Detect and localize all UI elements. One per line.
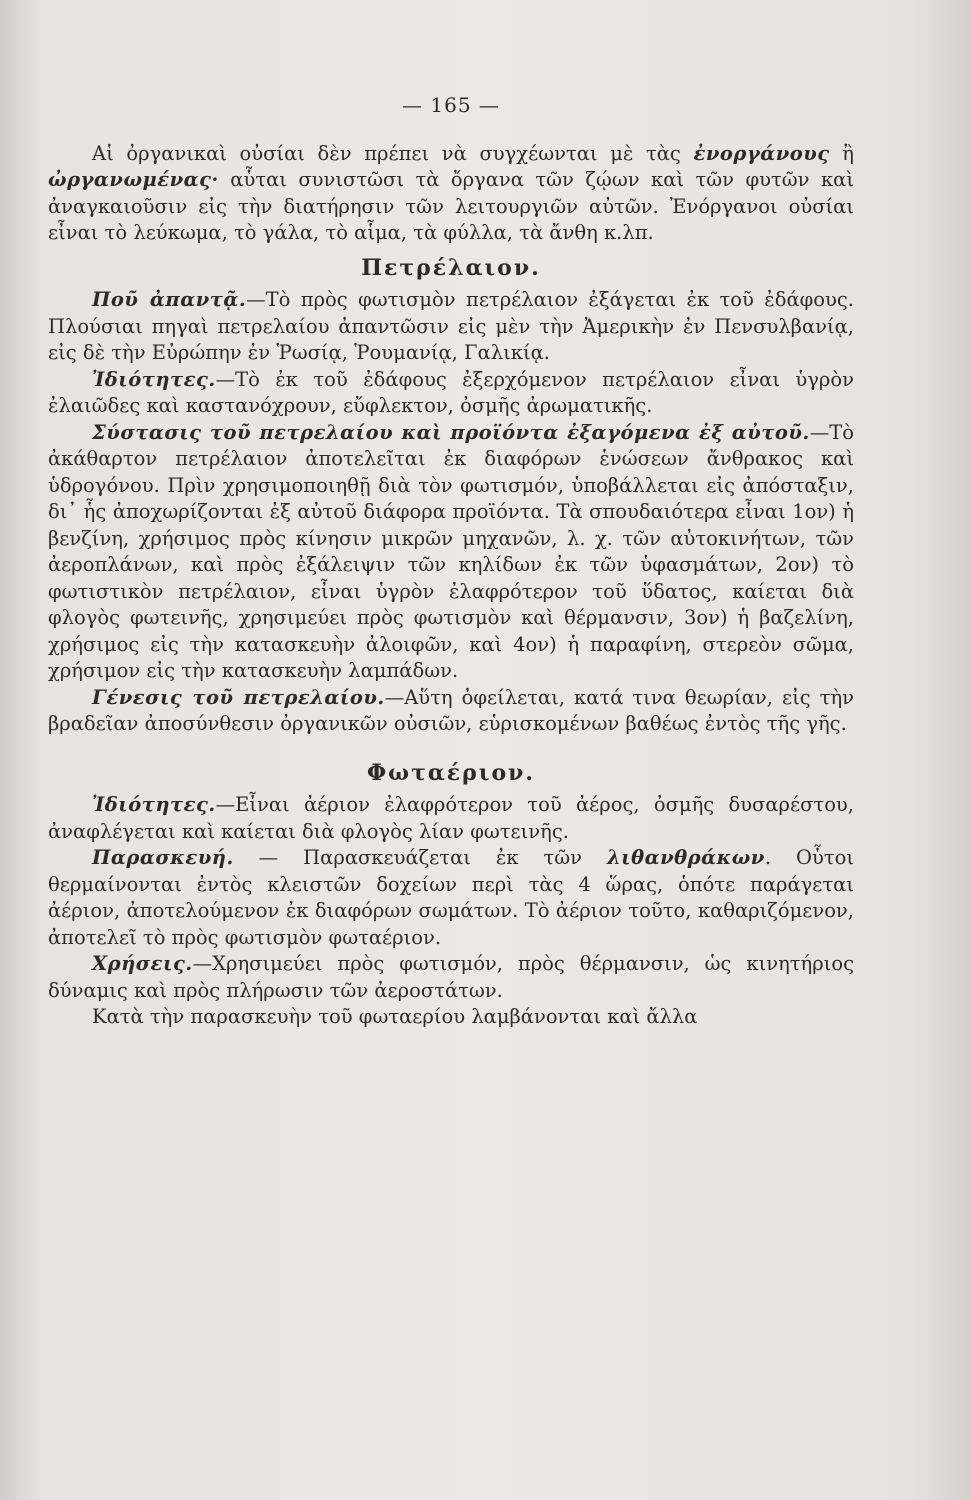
petroleum-origin-heading: Γένεσις τοῦ πετρελαίου.: [92, 685, 385, 709]
petroleum-origin-paragraph: [48, 685, 854, 738]
gas-properties-paragraph: [48, 792, 854, 845]
intro-paragraph: [48, 141, 854, 247]
petroleum-properties-text: —Τὸ ἐκ τοῦ ἐδάφους ἐξερχόμενον πετρέλαιον εἶναι ὑγρὸν ἐλαιῶδες καὶ καστανόχρουν, εὔφλεκτον, ὀσμῆς ἀρωματικῆς.: [48, 367, 854, 417]
gas-uses-paragraph: [48, 951, 854, 1004]
gas-uses-text: —Χρησιμεύει πρὸς φωτισμόν, πρὸς θέρμανσιν, ὡς κινητήριος δύναμις καὶ πρὸς πλήρωσιν τῶν ἀεροστάτων.: [48, 952, 854, 1002]
petroleum-composition-paragraph: [48, 420, 854, 685]
gas-properties-text: —Εἶναι ἀέριον ἐλαφρότερον τοῦ ἀέρος, ὀσμῆς δυσαρέστου, ἀναφλέγεται καὶ καίεται διὰ φλογὸς λίαν φωτεινῆς.: [48, 793, 854, 843]
petroleum-composition-heading: Σύστασις τοῦ πετρελαίου καὶ προϊόντα ἐξαγόμενα ἐξ αὐτοῦ.: [92, 420, 810, 444]
intro-bold-2: ὠργανωμένας·: [48, 168, 219, 191]
petroleum-occurrence-text: —Τὸ πρὸς φωτισμὸν πετρέλαιον ἐξάγεται ἐκ τοῦ ἐδάφους. Πλούσιαι πηγαὶ πετρελαίου ἀπαντῶσιν εἰς μὲν τὴν Ἀμερικὴν ἐν Πενσυλβανίᾳ, εἰς δὲ τὴν Εὐρώπην ἐν Ῥωσίᾳ, Ῥουμανίᾳ, Γαλικίᾳ.: [48, 288, 855, 364]
gas-preparation-text-a: — Παρασκευάζεται ἐκ τῶν: [233, 846, 607, 869]
gas-preparation-heading: Παρασκευή.: [92, 846, 234, 869]
gas-byproducts-paragraph: Κατὰ τὴν παρασκευὴν τοῦ φωταερίου λαμβάνονται καὶ ἄλλα: [92, 1005, 698, 1028]
section-title-petroleum: Πετρέλαιον.: [361, 254, 541, 281]
section-spacer: [48, 738, 854, 752]
gas-preparation-paragraph: [48, 845, 854, 951]
gas-uses-heading: Χρήσεις.: [92, 952, 193, 975]
intro-text-3: αὗται συνιστῶσι τὰ ὄργανα τῶν ζῴων καὶ τῶν φυτῶν καὶ ἀναγκαιοῦσιν εἰς τὴν διατήρησιν τῶν λειτουργιῶν αὐτῶν. Ἐνόργανοι οὐσίαι εἶναι τὸ λεύκωμα, τὸ γάλα, τὸ αἷμα, τὰ φύλλα, τὰ ἄνθη κ.λπ.: [48, 168, 854, 244]
petroleum-occurrence-heading: Ποῦ ἀπαντᾷ.: [92, 288, 247, 311]
petroleum-origin-text: —Αὕτη ὀφείλεται, κατά τινα θεωρίαν, εἰς τὴν βραδεῖαν ἀποσύνθεσιν ὀργανικῶν οὐσιῶν, εὑρισκομένων βαθέως ἐντὸς τῆς γῆς.: [48, 685, 855, 735]
petroleum-properties-heading: Ἰδιότητες.: [92, 367, 216, 391]
gas-preparation-text-b: . Οὗτοι θερμαίνονται ἐντὸς κλειστῶν δοχείων περὶ τὰς 4 ὥρας, ὁπότε παράγεται ἀέριον, ἀποτελούμενον ἐκ διαφόρων σωμάτων. Τὸ ἀέριον τοῦτο, καθαριζόμενον, ἀποτελεῖ τὸ πρὸς φωτισμὸν φωταέριον.: [48, 846, 854, 949]
intro-bold-1: ἐνοργάνους: [693, 141, 830, 165]
petroleum-properties-paragraph: [48, 367, 854, 420]
section-title-coal-gas: Φωταέριον.: [366, 759, 536, 786]
gas-preparation-bold-term: λιθανθράκων: [606, 846, 765, 869]
gas-properties-heading: Ἰδιότητες.: [92, 793, 216, 816]
petroleum-occurrence-paragraph: [48, 287, 854, 367]
page-number: — 165 —: [402, 93, 500, 117]
page-text-block: [48, 92, 854, 1031]
petroleum-composition-text: —Τὸ ἀκάθαρτον πετρέλαιον ἀποτελεῖται ἐκ διαφόρων ἑνώσεων ἄνθρακος καὶ ὑδρογόνου. Πρὶν χρησιμοποιηθῇ διὰ τὸν φωτισμόν, ὑποβάλλεται εἰς ἀπόσταξιν, δι᾽ ἧς ἀποχωρίζονται ἐξ αὐτοῦ διάφορα προϊόντα. Τὰ σπουδαιότερα εἶναι 1ον) ἡ βενζίνη, χρήσιμος πρὸς κίνησιν μικρῶν μηχανῶν, λ. χ. τῶν αὐτοκινήτων, τῶν ἀεροπλάνων, καὶ πρὸς ἐξάλειψιν τῶν κηλίδων ἐκ τῶν ὑφασμάτων, 2ον) τὸ φωτιστικὸν πετρέλαιον, εἶναι ὑγρὸν ἐλαφρότερον τοῦ ὕδατος, καίεται διὰ φλογὸς φωτεινῆς, χρησιμεύει πρὸς φωτισμὸν καὶ θέρμανσιν, 3ον) ἡ βαζελίνη, χρήσιμος εἰς τὴν κατασκευὴν ἀλοιφῶν, καὶ 4ον) ἡ παραφίνη, στερεὸν σῶμα, χρήσιμον εἰς τὴν κατασκευὴν λαμπάδων.: [48, 420, 854, 682]
intro-text-2: ἢ: [829, 141, 854, 165]
intro-text-1: Αἱ ὀργανικαὶ οὐσίαι δὲν πρέπει νὰ συγχέωνται μὲ τὰς: [92, 141, 694, 165]
